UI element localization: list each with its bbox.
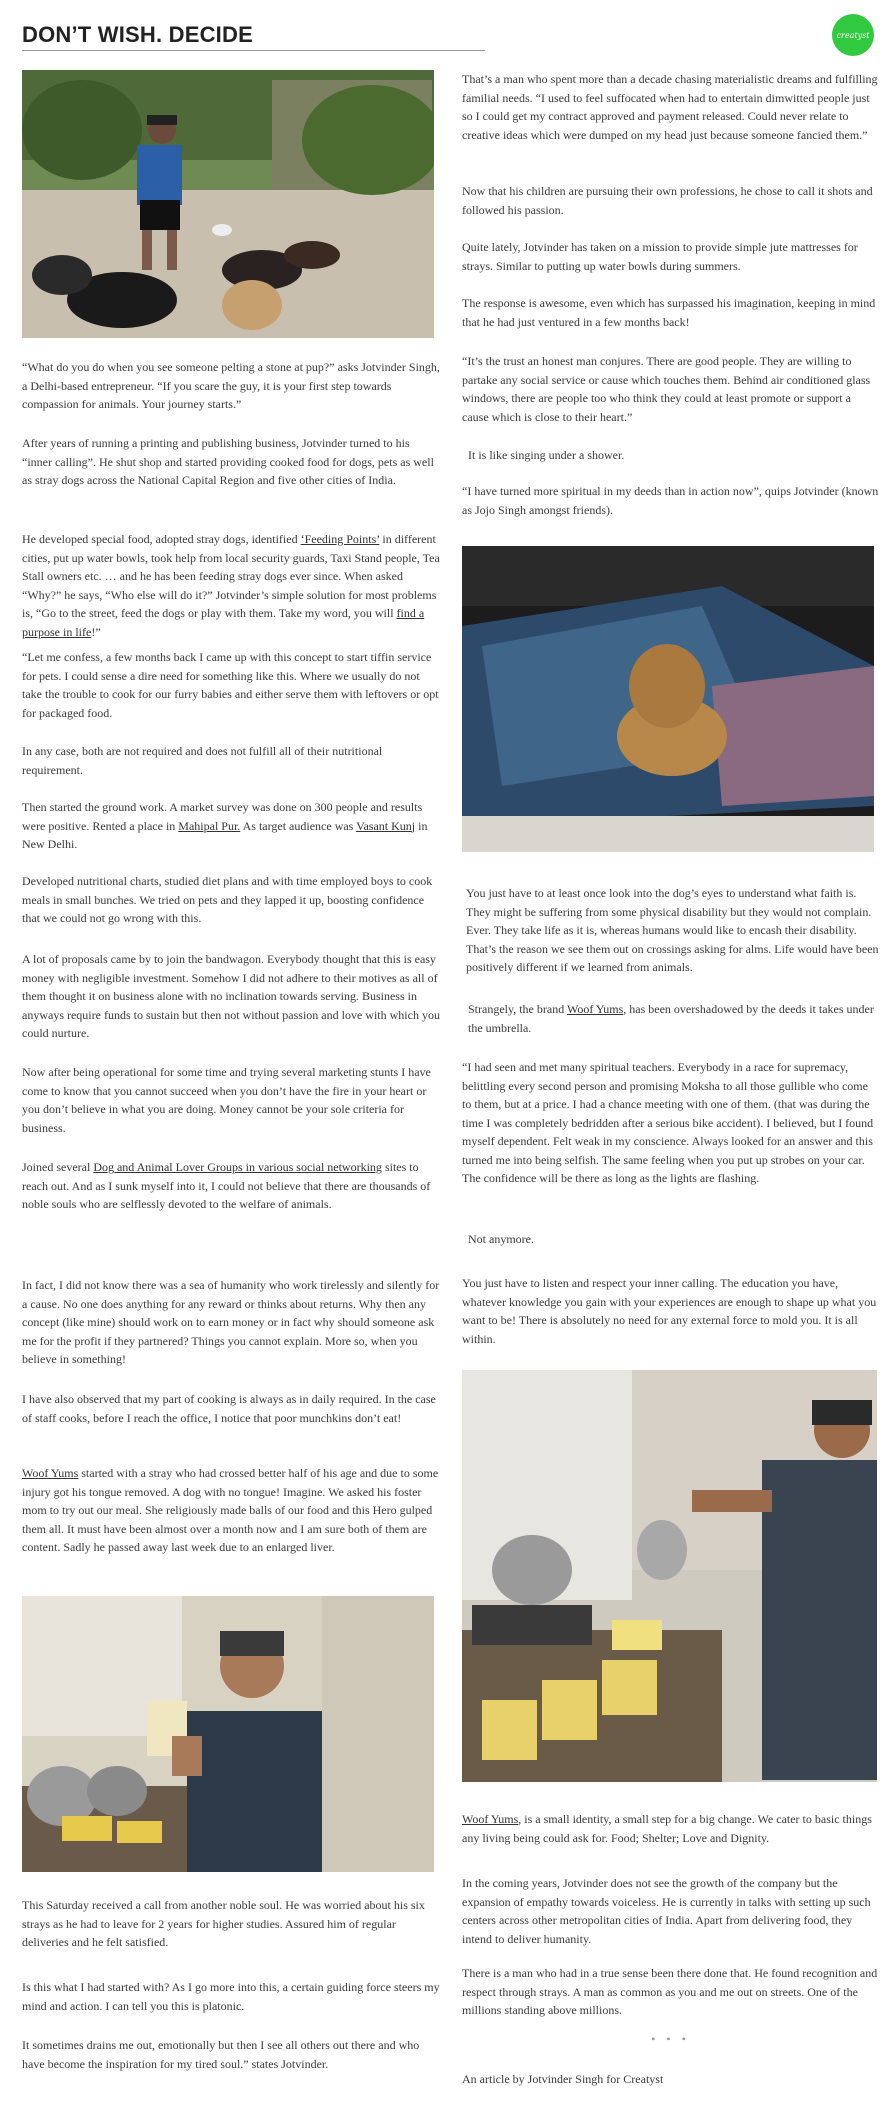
man-feeding-dogs-photo [22, 70, 434, 338]
paragraph: A lot of proposals came by to join the bandwagon. Everybody thought that this is easy money with negligible investment. Somehow I did not adhere to their motives as all of them thought it on business alone with no inclination towards serving. Business in anyways require funds to sustain but then not without passion and love with which you could nurture. [22, 952, 440, 1040]
logo-text: creatyst [836, 30, 870, 40]
paragraph: In fact, I did not know there was a sea of humanity who work tirelessly and silently for a cause. No one does anything for any reward or thinks about returns. Why then any concept (like mine) should work on to earn money or in fact why should someone ask me for the profit if they partnered? Things you cannot explain. More so, when you believe in something! [22, 1278, 440, 1366]
man-cooking-kitchen-photo [462, 1370, 877, 1782]
man-with-food-containers-photo [22, 1596, 434, 1872]
dog-lover-groups-link[interactable]: Dog and Animal Lover Groups in various social networking [93, 1160, 382, 1174]
text: As target audience was [240, 818, 357, 833]
feeding-points-link[interactable]: ‘Feeding Points’ [300, 532, 380, 546]
paragraph: Developed nutritional charts, studied diet plans and with time employed boys to cook meals in small bunches. We tried on pets and they lapped it up, boosting confidence that we could not go wrong with this. [22, 874, 433, 925]
paragraph: It sometimes drains me out, emotionally but then I see all others out there and who have become the inspiration for my tired soul.” states Jotvinder. [22, 2038, 420, 2071]
text: Strangely, the brand [468, 1002, 567, 1016]
paragraph: The response is awesome, even which has surpassed his imagination, keeping in mind that he had just ventured in a few months back! [462, 296, 876, 329]
paragraph: You just have to listen and respect your inner calling. The education you have, whatever knowledge you gain with your experiences are enough to shape up what you want to be! There is absolutely no need for any external force to mold you. It is all within. [462, 1276, 877, 1346]
paragraph: “What do you do when you see someone pelting a stone at pup?” asks Jotvinder Singh, a Delhi-based entrepreneur. “If you scare the guy, it is your first step towards compassion for animals. Your journey starts.” [22, 360, 440, 411]
paragraph [22, 1158, 442, 1214]
paragraph [468, 1000, 879, 1037]
text: !” [91, 624, 101, 639]
creatyst-logo[interactable] [832, 14, 874, 56]
text: started with a stray who had crossed better half of his age and due to some injury got his tongue removed. A dog with no tongue! Imagine. We asked his foster mom to try out our meal. She religiously made balls of our food and this Hero gulped them all. It must have been almost over a month now and I am sure both of them are content. Sadly he passed away last week due to an enlarged liver. [22, 1466, 439, 1554]
paragraph: You just have to at least once look into the dog’s eyes to understand what faith is. They might be suffering from some physical disability but they would not complain. Ever. They take life as it is, whereas humans would like to encash their disability. That’s the reason we see them out on crossings asking for alms. Life would have been positively different if we learned from animals. [466, 886, 879, 974]
dog-in-sack-photo [462, 546, 874, 852]
paragraph: Now that his children are pursuing their own professions, he chose to call it shots and followed his passion. [462, 184, 873, 217]
title-underline [22, 50, 485, 51]
mahipal-pur-link[interactable]: Mahipal Pur. [178, 818, 241, 833]
page-title: DON’T WISH. DECIDE [22, 22, 253, 47]
text: Joined several [22, 1160, 94, 1174]
paragraph: Not anymore. [468, 1232, 534, 1246]
paragraph: This Saturday received a call from another noble soul. He was worried about his six strays as he had to leave for 2 years for higher studies. Assured him of regular deliveries and he felt satisfied. [22, 1898, 425, 1949]
paragraph: “It’s the trust an honest man conjures. There are good people. They are willing to partake any social service or cause which touches them. Behind air conditioned glass windows, there are people too who think they could at least promote or support a cause which is close to their heart.” [462, 354, 871, 424]
paragraph: Quite lately, Jotvinder has taken on a mission to provide simple jute mattresses for strays. Similar to putting up water bowls during summers. [462, 240, 858, 273]
paragraph [22, 1464, 442, 1557]
woof-yums-link[interactable]: Woof Yums [566, 1002, 624, 1016]
byline: An article by Jotvinder Singh for Creatyst [462, 2072, 664, 2086]
text: in New Delhi. [22, 818, 428, 851]
paragraph: Now after being operational for some time and trying several marketing stunts I have come to know that you cannot succeed when you don’t have the fire in your heart or you don’t believe in what you are doing. Money cannot be your sole criteria for business. [22, 1065, 431, 1135]
paragraph [22, 530, 442, 641]
text: in different cities, put up water bowls, took help from local security guards, Taxi Stand people, Tea Stall owners etc. … and he has been feeding stray dogs ever since. When asked “Why?” he says, “Who else will do it?” Jotvinder’s simple solution for most problems is, “Go to the street, feed the dogs or play with them. Take my word, you will [22, 532, 440, 620]
woof-yums-link[interactable]: Woof Yums [22, 1466, 79, 1480]
text: , has been overshadowed by the deeds it takes under the umbrella. [468, 1002, 874, 1035]
paragraph: “I had seen and met many spiritual teachers. Everybody in a race for supremacy, belittling every second person and promising Moksha to all those gullible who come to them, but at a price. I had a chance meeting with one of them. (that was during the time I was completely bedridden after a serious bike accident). I believed, but I found myself dependent. Felt weak in my conscience. Always looked for an answer and this turned me into being selfish. The same feeling when you put up strobes on your car. The confidence will be there as long as the lights are flashing. [462, 1060, 874, 1185]
paragraph: There is a man who had in a true sense been there done that. He found recognition and respect through strays. A man as common as you and me out on streets. One of the millions standing above millions. [462, 1966, 878, 2017]
text: , is a small identity, a small step for a big change. We cater to basic things any living being could ask for. Food; Shelter; Love and Dignity. [462, 1812, 872, 1845]
text: Then started the ground work. A market survey was done on 300 people and results were positive. Rented a place in [22, 800, 423, 833]
paragraph: Is this what I had started with? As I go more into this, a certain guiding force steers my mind and action. I can tell you this is platonic. [22, 1980, 440, 2013]
paragraph: “Let me confess, a few months back I came up with this concept to start tiffin service for pets. I could sense a dire need for something like this. Where we usually do not take the trouble to cook for our furry babies and either serve them with leftovers or opt for packaged food. [22, 650, 439, 720]
paragraph: After years of running a printing and publishing business, Jotvinder turned to his “inner calling”. He shut shop and started providing cooked food for dogs, pets as well as stray dogs across the National Capital Region and five other cities of India. [22, 436, 434, 487]
paragraph: I have also observed that my part of cooking is always as in daily required. In the case of staff cooks, before I reach the office, I notice that poor munchkins don’t eat! [22, 1392, 436, 1425]
vasant-kunj-link[interactable]: Vasant Kunj [356, 818, 416, 833]
paragraph: In any case, both are not required and does not fulfill all of their nutritional requirement. [22, 744, 383, 777]
section-divider: • • • [651, 2032, 690, 2046]
paragraph [22, 798, 442, 854]
text: He developed special food, adopted stray dogs, identified [22, 532, 301, 546]
paragraph: “I have turned more spiritual in my deeds than in action now”, quips Jotvinder (known as Jojo Singh amongst friends). [462, 484, 879, 517]
paragraph: That’s a man who spent more than a decade chasing materialistic dreams and fulfilling familial needs. “I used to feel suffocated when had to entertain dimwitted people just so I could get my contract approved and payment released. Could never relate to creative ideas which were dumped on my head just because someone fancied them.” [462, 72, 878, 142]
find-purpose-link[interactable]: find a purpose in life [22, 606, 425, 639]
paragraph [462, 1810, 879, 1847]
paragraph: It is like singing under a shower. [468, 448, 625, 462]
paragraph: In the coming years, Jotvinder does not see the growth of the company but the expansion of empathy towards voiceless. He is currently in talks with setting up such centers across other metropolitan cities of India. Apart from delivering food, they intend to deliver humanity. [462, 1876, 871, 1946]
woof-yums-link[interactable]: Woof Yums [462, 1812, 519, 1826]
text: sites to reach out. And as I sunk myself into it, I could not believe that there are thousands of noble souls who are selflessly devoted to the welfare of animals. [22, 1160, 431, 1211]
